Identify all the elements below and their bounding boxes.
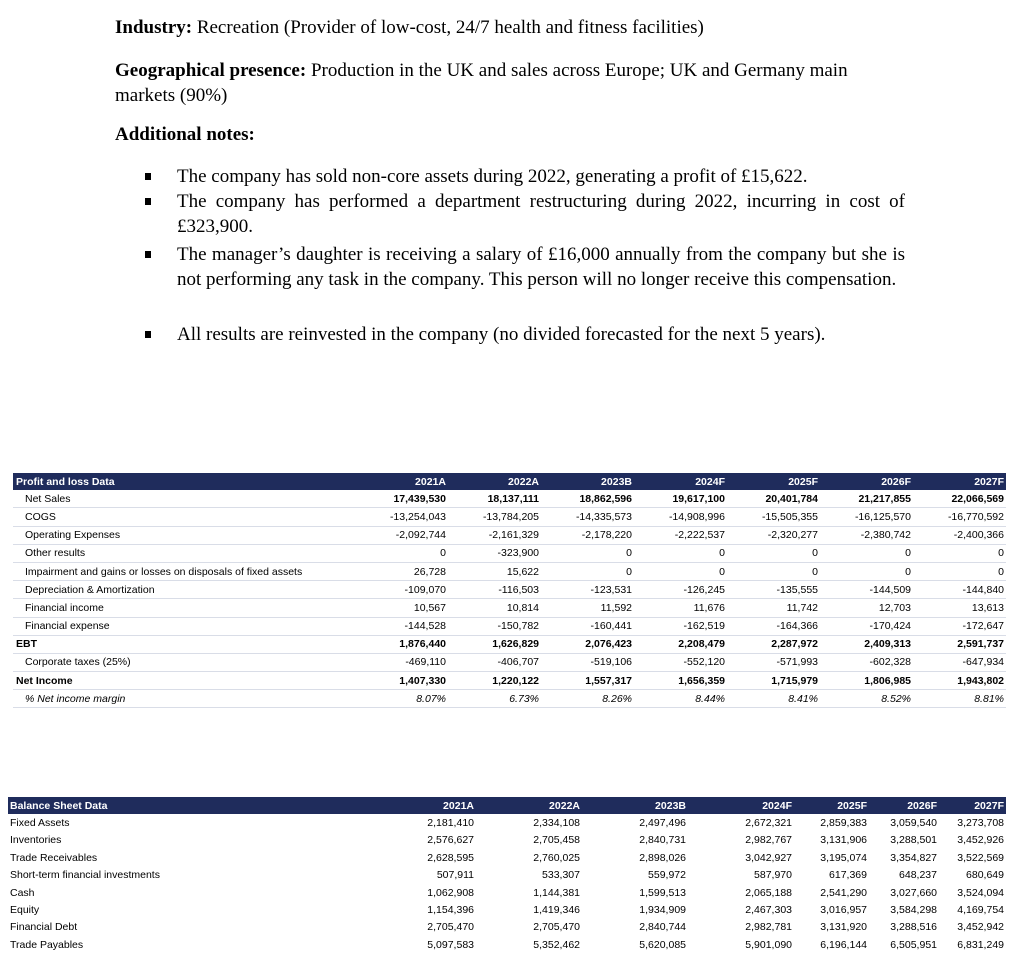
table-cell: 3,452,926 [957,834,1004,847]
table-cell: 3,131,906 [820,834,867,847]
table-cell: 533,307 [542,869,580,882]
row-label: Inventories [10,834,62,847]
table-cell: 0 [820,544,913,562]
table-cell: 11,742 [727,599,820,617]
table-cell: -2,178,220 [541,526,634,544]
table-cell: -172,647 [913,617,1006,635]
table-cell: 2,591,737 [913,635,1006,653]
table-cell: -144,840 [913,581,1006,599]
table-cell: 2,181,410 [427,817,474,830]
table-cell: 0 [355,544,448,562]
table-cell: 1,876,440 [355,635,448,653]
table-cell: 2,467,303 [745,904,792,917]
table-cell: -2,320,277 [727,526,820,544]
table-cell: -2,380,742 [820,526,913,544]
table-cell: 0 [913,544,1006,562]
year-header: 2022A [476,797,582,814]
table-cell: 5,097,583 [427,938,474,951]
table-cell: -15,505,355 [727,508,820,526]
table-cell: 8.07% [355,690,448,708]
year-header: 2024F [688,797,794,814]
table-cell: 1,154,396 [427,904,474,917]
row-label: Net Sales [13,490,355,508]
table-cell: 13,613 [913,599,1006,617]
table-row [13,617,1006,635]
table-cell: 3,195,074 [820,851,867,864]
year-header: 2022A [448,473,541,490]
table-cell: 10,814 [448,599,541,617]
table-cell: 3,273,708 [957,817,1004,830]
bullet-square-icon [145,198,151,205]
table-cell: -164,366 [727,617,820,635]
row-label: COGS [13,508,355,526]
year-header: 2026F [869,797,939,814]
table-cell: 2,705,470 [533,921,580,934]
table-cell: 507,911 [436,869,474,882]
table-row [8,919,1006,936]
notes-label: Additional notes: [115,124,255,145]
row-label: Trade Receivables [10,851,98,864]
table-cell: 3,452,942 [957,921,1004,934]
table-row [8,884,1006,901]
table-cell: 1,626,829 [448,635,541,653]
row-label: % Net income margin [13,690,355,708]
table-cell: 8.26% [541,690,634,708]
table-cell: 3,354,827 [890,851,937,864]
table-cell: -602,328 [820,653,913,671]
table-cell: 2,065,188 [745,886,792,899]
table-cell: 3,288,501 [890,834,937,847]
table-cell: 5,620,085 [639,938,686,951]
table-cell: -406,707 [448,653,541,671]
table-cell: 6,831,249 [957,938,1004,951]
table-row [8,832,1006,849]
table-cell: -150,782 [448,617,541,635]
table-cell: -519,106 [541,653,634,671]
table-cell: -144,528 [355,617,448,635]
table-cell: 0 [820,562,913,580]
row-label: Equity [10,904,40,917]
table-row [13,526,1006,544]
row-label: Net Income [13,672,355,690]
year-header: 2026F [820,473,913,490]
table-cell: 15,622 [448,562,541,580]
year-header: 2025F [727,473,820,490]
table-cell: 1,599,513 [639,886,686,899]
table-cell: 2,076,423 [541,635,634,653]
table-cell: -126,245 [634,581,727,599]
table-row [13,581,1006,599]
table-row [13,562,1006,580]
table-cell: 1,934,909 [639,904,686,917]
industry-text: Recreation (Provider of low-cost, 24/7 health and fitness facilities) [196,17,704,38]
geo-label: Geographical presence: [115,60,307,81]
table-cell: -647,934 [913,653,1006,671]
table-cell: 3,016,957 [820,904,867,917]
table-cell: -571,993 [727,653,820,671]
table-cell: 1,144,381 [533,886,580,899]
table-cell: -2,092,744 [355,526,448,544]
table-cell: 8.41% [727,690,820,708]
table-cell: 3,027,660 [890,886,937,899]
table-cell: -16,770,592 [913,508,1006,526]
table-row [8,814,1006,831]
table-cell: 11,592 [541,599,634,617]
table-cell: 8.81% [913,690,1006,708]
table-cell: 1,806,985 [820,672,913,690]
bullet-square-icon [145,331,151,338]
table-cell: 3,524,094 [957,886,1004,899]
table-cell: 0 [541,544,634,562]
year-header: 2027F [939,797,1006,814]
table-cell: 1,220,122 [448,672,541,690]
table-cell: 559,972 [648,869,686,882]
table-title: Balance Sheet Data [8,797,366,814]
bullet-square-icon [145,251,151,258]
table-cell: -135,555 [727,581,820,599]
row-label: Short-term financial investments [10,869,160,882]
table-header-row [8,797,1006,814]
row-label: Trade Payables [10,938,84,951]
table-cell: -13,784,205 [448,508,541,526]
table-cell: 2,208,479 [634,635,727,653]
row-label: Other results [13,544,355,562]
row-label: Cash [10,886,35,899]
table-cell: 2,334,108 [533,817,580,830]
table-row [8,867,1006,884]
table-cell: 648,237 [899,869,937,882]
table-row [8,936,1006,953]
table-row [13,690,1006,708]
geo-text: Production in the UK and sales across Europe; UK and Germany main markets (90%) [115,60,848,106]
table-cell: -123,531 [541,581,634,599]
table-cell: 1,419,346 [533,904,580,917]
year-header: 2023B [582,797,688,814]
row-label: Fixed Assets [10,817,70,830]
table-cell: 2,576,627 [427,834,474,847]
row-label: Financial income [13,599,355,617]
table-cell: 3,042,927 [745,851,792,864]
table-cell: 3,584,298 [890,904,937,917]
year-header: 2027F [913,473,1006,490]
row-label: Operating Expenses [13,526,355,544]
table-cell: 2,760,025 [533,851,580,864]
table-cell: 8.44% [634,690,727,708]
table-cell: 5,352,462 [533,938,580,951]
table-cell: -2,161,329 [448,526,541,544]
table-cell: -469,110 [355,653,448,671]
table-cell: 5,901,090 [745,938,792,951]
table-cell: 2,705,470 [427,921,474,934]
table-row [13,653,1006,671]
table-row [13,672,1006,690]
table-title: Profit and loss Data [13,473,355,490]
notes-heading [115,122,905,147]
table-cell: 3,522,569 [957,851,1004,864]
table-cell: 22,066,569 [913,490,1006,508]
year-header: 2023B [541,473,634,490]
table-row [13,635,1006,653]
table-cell: 2,859,383 [820,817,867,830]
table-cell: -323,900 [448,544,541,562]
table-cell: 12,703 [820,599,913,617]
balance-sheet-table [8,797,1006,954]
table-cell: 2,541,290 [820,886,867,899]
geo-line [115,58,905,108]
table-cell: 1,715,979 [727,672,820,690]
bullet-square-icon [145,173,151,180]
table-cell: 3,059,540 [890,817,937,830]
table-cell: 2,705,458 [533,834,580,847]
table-cell: 17,439,530 [355,490,448,508]
table-cell: 18,137,111 [448,490,541,508]
table-cell: 0 [727,544,820,562]
table-cell: 1,062,908 [427,886,474,899]
table-cell: 2,982,781 [745,921,792,934]
table-cell: 1,943,802 [913,672,1006,690]
table-cell: -144,509 [820,581,913,599]
table-cell: 6.73% [448,690,541,708]
table-cell: 2,628,595 [427,851,474,864]
table-cell: 0 [634,562,727,580]
row-label: Corporate taxes (25%) [13,653,355,671]
year-header: 2025F [794,797,869,814]
table-cell: 2,840,744 [639,921,686,934]
industry-label: Industry: [115,17,193,38]
row-label: EBT [13,635,355,653]
table-cell: 26,728 [355,562,448,580]
table-cell: 3,288,516 [890,921,937,934]
table-cell: 0 [913,562,1006,580]
note-text: All results are reinvested in the company (no divided forecasted for the next 5 years). [177,324,826,345]
row-label: Financial expense [13,617,355,635]
table-row [13,544,1006,562]
table-cell: 1,407,330 [355,672,448,690]
table-cell: 2,409,313 [820,635,913,653]
table-cell: -552,120 [634,653,727,671]
table-cell: 1,557,317 [541,672,634,690]
table-row [13,490,1006,508]
table-row [13,599,1006,617]
note-text: The manager’s daughter is receiving a salary of £16,000 annually from the company but she is not performing any task in the company. This person will no longer receive this compensation. [177,244,905,290]
year-header: 2021A [366,797,476,814]
table-cell: -160,441 [541,617,634,635]
table-cell: -2,400,366 [913,526,1006,544]
table-cell: -116,503 [448,581,541,599]
table-cell: 6,196,144 [820,938,867,951]
table-cell: 2,497,496 [639,817,686,830]
table-cell: 8.52% [820,690,913,708]
table-cell: 21,217,855 [820,490,913,508]
table-cell: 2,287,972 [727,635,820,653]
table-cell: 2,982,767 [745,834,792,847]
table-cell: 2,898,026 [639,851,686,864]
table-cell: -162,519 [634,617,727,635]
profit-loss-table [13,473,1006,708]
table-cell: 20,401,784 [727,490,820,508]
table-cell: -13,254,043 [355,508,448,526]
table-cell: -14,908,996 [634,508,727,526]
year-header: 2024F [634,473,727,490]
table-row [13,508,1006,526]
table-cell: -16,125,570 [820,508,913,526]
table-cell: 0 [727,562,820,580]
table-cell: -109,070 [355,581,448,599]
table-row [8,849,1006,866]
table-cell: 11,676 [634,599,727,617]
table-cell: 587,970 [754,869,792,882]
row-label: Financial Debt [10,921,78,934]
note-text: The company has performed a department restructuring during 2022, incurring in cost of £323,900. [177,191,905,237]
table-cell: 3,131,920 [820,921,867,934]
table-cell: 1,656,359 [634,672,727,690]
table-cell: 617,369 [829,869,867,882]
table-cell: 0 [634,544,727,562]
row-label: Depreciation & Amortization [13,581,355,599]
table-cell: 2,672,321 [745,817,792,830]
industry-line [115,15,905,40]
table-cell: 2,840,731 [639,834,686,847]
table-row [8,901,1006,918]
table-cell: 4,169,754 [957,904,1004,917]
table-cell: -2,222,537 [634,526,727,544]
table-header-row [13,473,1006,490]
table-cell: 19,617,100 [634,490,727,508]
row-label: Impairment and gains or losses on disposals of fixed assets [13,562,355,580]
table-cell: 680,649 [966,869,1004,882]
year-header: 2021A [355,473,448,490]
table-cell: -14,335,573 [541,508,634,526]
table-cell: -170,424 [820,617,913,635]
table-cell: 10,567 [355,599,448,617]
note-text: The company has sold non-core assets during 2022, generating a profit of £15,622. [177,166,808,187]
table-cell: 6,505,951 [890,938,937,951]
table-cell: 18,862,596 [541,490,634,508]
table-cell: 0 [541,562,634,580]
